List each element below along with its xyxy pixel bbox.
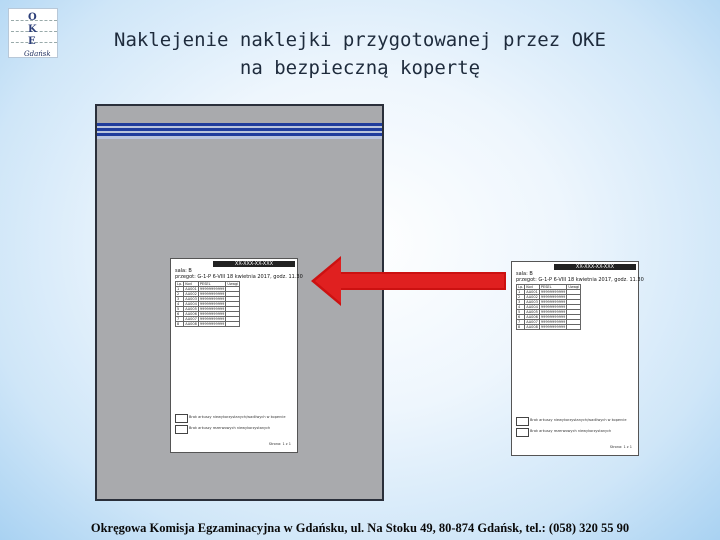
- sticker-page-number: Strona: 1 z 1: [609, 445, 632, 449]
- table-header-row: [517, 285, 581, 290]
- table-cell: AA003: [526, 300, 538, 304]
- table-header-row: [176, 282, 240, 287]
- table-cell: 3: [517, 300, 525, 305]
- table-cell: 1: [517, 290, 525, 295]
- table-cell: AA007: [185, 317, 197, 321]
- table-header-cell: PESEL: [539, 285, 567, 290]
- table-cell: 99999999999: [199, 297, 225, 301]
- table-cell: 2: [176, 292, 184, 297]
- title-line-2: na bezpieczną kopertę: [239, 57, 481, 79]
- table-cell: [226, 322, 240, 327]
- table-cell: 4: [517, 305, 525, 310]
- sticker-room: sala: B: [516, 271, 533, 277]
- sticker-page-number: Strona: 1 z 1: [268, 442, 291, 446]
- table-cell: 1: [176, 287, 184, 292]
- table-cell: 2: [517, 295, 525, 300]
- table-cell: 4: [176, 302, 184, 307]
- table-header-cell: Kod: [525, 285, 540, 290]
- table-cell: AA004: [185, 302, 197, 306]
- table-header-cell: Lp.: [177, 282, 183, 286]
- table-row: [176, 322, 240, 327]
- sticker-exam-info: przegot: G-1-P 6-VIII 18 kwietnia 2017, godz. 11.30: [175, 274, 303, 280]
- table-cell: AA008: [526, 325, 538, 329]
- table-row: [517, 325, 581, 330]
- table-cell: 8: [176, 322, 184, 327]
- sticker-barcode-code: XX-XXX-XX-XXX: [554, 264, 636, 270]
- table-cell: 99999999999: [540, 290, 566, 294]
- table-cell: 99999999999: [540, 295, 566, 299]
- table-cell: 99999999999: [199, 287, 225, 291]
- checkbox-label: Brak arkuszy niewykorzystanych/wadliwych w kopercie: [189, 415, 286, 419]
- table-cell: 99999999999: [540, 300, 566, 304]
- sticker-on-envelope: [170, 258, 303, 453]
- checkbox-icon: [516, 428, 529, 437]
- sticker-student-table: [175, 281, 240, 327]
- checkbox-label: Brak arkuszy rezerwowych niewykorzystanych: [189, 426, 271, 430]
- sticker-barcode-code: XX-XXX-XX-XXX: [213, 261, 295, 267]
- table-cell: AA002: [526, 295, 538, 299]
- table-cell: 99999999999: [199, 322, 225, 326]
- table-cell: 7: [176, 317, 184, 322]
- table-cell: 99999999999: [199, 312, 225, 316]
- table-cell: 99999999999: [540, 320, 566, 324]
- sticker-checkbox-row: [516, 428, 626, 436]
- table-cell: 6: [176, 312, 184, 317]
- sticker-checkbox-row: [175, 414, 285, 422]
- table-header-cell: Kod: [184, 282, 199, 287]
- table-cell: AA005: [185, 307, 197, 311]
- table-header-cell: Uwagi: [227, 282, 239, 286]
- table-cell: 99999999999: [540, 310, 566, 314]
- checkbox-icon: [175, 425, 188, 434]
- table-cell: 6: [517, 315, 525, 320]
- table-cell: 99999999999: [540, 325, 566, 329]
- table-cell: 5: [517, 310, 525, 315]
- logo-letter-e: E: [28, 36, 36, 47]
- table-cell: 5: [176, 307, 184, 312]
- table-cell: AA002: [185, 292, 197, 296]
- table-cell: AA001: [526, 290, 538, 294]
- checkbox-icon: [516, 417, 529, 426]
- footer-address: Okręgowa Komisja Egzaminacyjna w Gdańsku, ul. Na Stoku 49, 80-874 Gdańsk, tel.: (058) 320 55 90: [90, 521, 630, 535]
- table-cell: 99999999999: [199, 292, 225, 296]
- table-cell: AA008: [185, 322, 197, 326]
- arrow-left-icon: [311, 256, 506, 306]
- oke-logo: [8, 8, 58, 58]
- table-cell: 99999999999: [199, 307, 225, 311]
- sticker-room: sala: B: [175, 268, 192, 274]
- title-line-1: Naklejenie naklejki przygotowanej przez OKE: [114, 29, 606, 51]
- table-cell: AA006: [526, 315, 538, 319]
- logo-city: Gdańsk: [24, 50, 51, 58]
- sticker-prepared: [511, 261, 644, 456]
- table-cell: 99999999999: [540, 315, 566, 319]
- sticker-checkbox-row: [516, 417, 626, 425]
- slide-title: [80, 26, 640, 82]
- table-cell: 99999999999: [199, 317, 225, 321]
- logo-letter-o: O: [28, 12, 37, 23]
- table-cell: 3: [176, 297, 184, 302]
- checkbox-label: Brak arkuszy rezerwowych niewykorzystanych: [530, 429, 612, 433]
- table-cell: AA003: [185, 297, 197, 301]
- table-header-cell: PESEL: [198, 282, 226, 287]
- checkbox-label: Brak arkuszy niewykorzystanych/wadliwych w kopercie: [530, 418, 627, 422]
- table-cell: AA007: [526, 320, 538, 324]
- envelope-seal-strip: [97, 123, 382, 139]
- table-cell: AA004: [526, 305, 538, 309]
- table-cell: AA006: [185, 312, 197, 316]
- sticker-exam-info: przegot: G-1-P 6-VIII 18 kwietnia 2017, godz. 11.30: [516, 277, 644, 283]
- table-cell: [567, 325, 581, 330]
- sticker-checkbox-row: [175, 425, 285, 433]
- table-cell: AA005: [526, 310, 538, 314]
- logo-letter-k: K: [28, 24, 37, 35]
- table-cell: 99999999999: [540, 305, 566, 309]
- sticker-student-table: [516, 284, 581, 330]
- table-header-cell: Lp.: [518, 285, 524, 289]
- table-cell: 8: [517, 325, 525, 330]
- table-cell: 99999999999: [199, 302, 225, 306]
- table-cell: AA001: [185, 287, 197, 291]
- table-cell: 7: [517, 320, 525, 325]
- checkbox-icon: [175, 414, 188, 423]
- table-header-cell: Uwagi: [568, 285, 580, 289]
